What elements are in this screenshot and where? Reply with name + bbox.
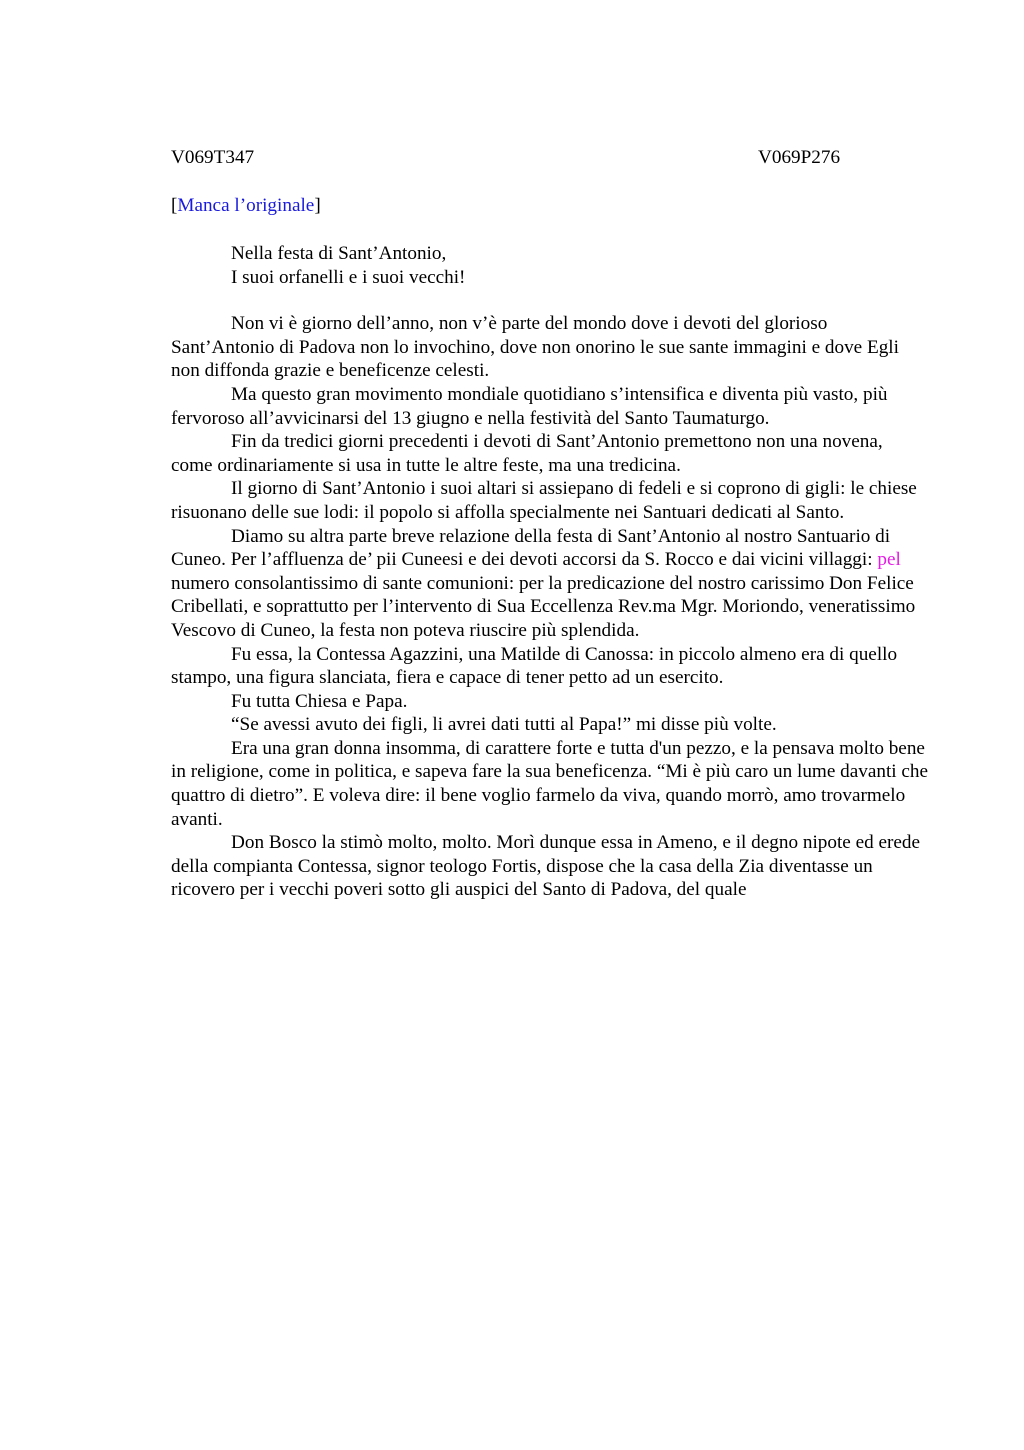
document-code-left: V069T347 xyxy=(171,147,255,168)
header-row xyxy=(171,146,929,170)
title-line-1: Nella festa di Sant’Antonio, xyxy=(231,243,447,264)
paragraph-9: Era una gran donna insomma, di carattere forte e tutta d'un pezzo, e la pensava molto bene in religione, come in politica, e sapeva fare la sua beneficenza. “Mi è più caro un lume davanti che quattro di dietro”. E voleva dire: il bene voglio farmelo da viva, quando morrò, amo trovarmelo avanti. xyxy=(171,737,929,830)
article-body xyxy=(171,312,929,902)
note-open-bracket: [ xyxy=(171,195,178,216)
article-title xyxy=(171,242,929,289)
paragraph-8: “Se avessi avuto dei figli, li avrei dati tutti al Papa!” mi disse più volte. xyxy=(231,714,777,736)
paragraph-5-part-1: Diamo su altra parte breve relazione della festa di Sant’Antonio al nostro Santuario di Cuneo. Per l’affluenza de’ pii Cuneesi e dei devoti accorsi da S. Rocco e dai vicini villaggi: xyxy=(171,525,891,571)
note-text: Manca l’originale xyxy=(177,195,315,216)
document-code-right: V069P276 xyxy=(758,147,841,168)
paragraph-7: Fu tutta Chiesa e Papa. xyxy=(231,690,408,712)
highlighted-word: pel xyxy=(877,549,901,571)
paragraph-1: Non vi è giorno dell’anno, non v’è parte del mondo dove i devoti del glorioso Sant’Antonio di Padova non lo invochino, dove non onorino le sue sante immagini e dove Egli non diffonda grazie e beneficenze celesti. xyxy=(171,313,899,382)
paragraph-3: Fin da tredici giorni precedenti i devoti di Sant’Antonio premettono non una novena, come ordinariamente si usa in tutte le altre feste, ma una tredicina. xyxy=(171,431,883,476)
note-close-bracket: ] xyxy=(314,195,321,216)
missing-original-note xyxy=(171,194,929,218)
paragraph-5 xyxy=(171,525,929,643)
title-line-2: I suoi orfanelli e i suoi vecchi! xyxy=(231,266,466,288)
paragraph-10: Don Bosco la stimò molto, molto. Morì dunque essa in Ameno, e il degno nipote ed erede della compianta Contessa, signor teologo Fortis, dispose che la casa della Zia diventasse un ricovero per i vecchi poveri sotto gli auspici del Santo di Padova, del quale xyxy=(171,832,921,901)
document-page xyxy=(171,146,929,902)
paragraph-5-part-2: numero consolantissimo di sante comunioni: per la predicazione del nostro carissimo Don Felice Cribellati, e soprattutto per l’intervento di Sua Eccellenza Rev.ma Mgr. Moriondo, veneratissimo Vescovo di Cuneo, la festa non poteva riuscire più splendida. xyxy=(171,572,916,641)
paragraph-4: Il giorno di Sant’Antonio i suoi altari si assiepano di fedeli e si coprono di gigli: le chiese risuonano delle sue lodi: il popolo si affolla specialmente nei Santuari dedicati al Santo. xyxy=(171,478,917,523)
paragraph-2: Ma questo gran movimento mondiale quotidiano s’intensifica e diventa più vasto, più fervoroso all’avvicinarsi del 13 giugno e nella festività del Santo Taumaturgo. xyxy=(171,383,888,429)
paragraph-6: Fu essa, la Contessa Agazzini, una Matilde di Canossa: in piccolo almeno era di quello stampo, una figura slanciata, fiera e capace di tener petto ad un esercito. xyxy=(171,643,898,689)
